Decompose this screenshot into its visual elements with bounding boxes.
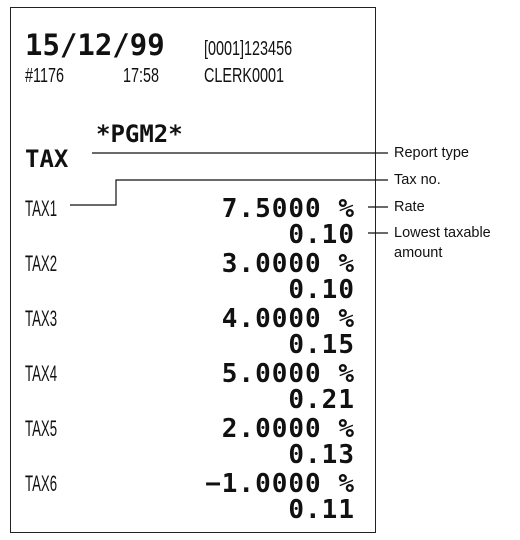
- tax-amount-2: 0.10: [288, 275, 355, 305]
- tax-amount-3: 0.15: [288, 330, 355, 360]
- tax-label-5: TAX5: [25, 416, 58, 441]
- receipt-clerk: CLERK0001: [204, 65, 285, 87]
- tax-amount-1: 0.10: [288, 220, 355, 250]
- tax-label-6: TAX6: [25, 471, 58, 496]
- receipt-program-mode: *PGM2*: [96, 120, 183, 148]
- tax-label-2: TAX2: [25, 251, 58, 276]
- leader-tax-no: [70, 180, 388, 205]
- tax-rate-4: 5.0000 %: [221, 359, 355, 389]
- callout-report-type: Report type: [394, 145, 469, 161]
- callout-rate: Rate: [394, 199, 425, 215]
- tax-label-1: TAX1: [25, 196, 58, 221]
- receipt-machine-code: [0001]123456: [204, 38, 293, 60]
- tax-amount-5: 0.13: [288, 440, 355, 470]
- receipt-report-type: TAX: [25, 145, 69, 173]
- tax-rate-5: 2.0000 %: [221, 414, 355, 444]
- receipt-date: 15/12/99: [25, 28, 165, 62]
- tax-label-4: TAX4: [25, 361, 58, 386]
- callout-lowest-taxable-line1: Lowest taxable: [394, 225, 491, 241]
- callout-lowest-taxable-line2: amount: [394, 245, 443, 261]
- tax-amount-4: 0.21: [288, 385, 355, 415]
- receipt-time: 17:58: [123, 65, 160, 87]
- tax-rate-2: 3.0000 %: [221, 249, 355, 279]
- tax-rate-3: 4.0000 %: [221, 304, 355, 334]
- tax-label-3: TAX3: [25, 306, 58, 331]
- tax-rate-1: 7.5000 %: [221, 194, 355, 224]
- callout-tax-no: Tax no.: [394, 172, 441, 188]
- receipt-consecutive-number: #1176: [25, 65, 64, 87]
- tax-rate-6: −1.0000 %: [205, 469, 355, 499]
- tax-amount-6: 0.11: [288, 495, 355, 525]
